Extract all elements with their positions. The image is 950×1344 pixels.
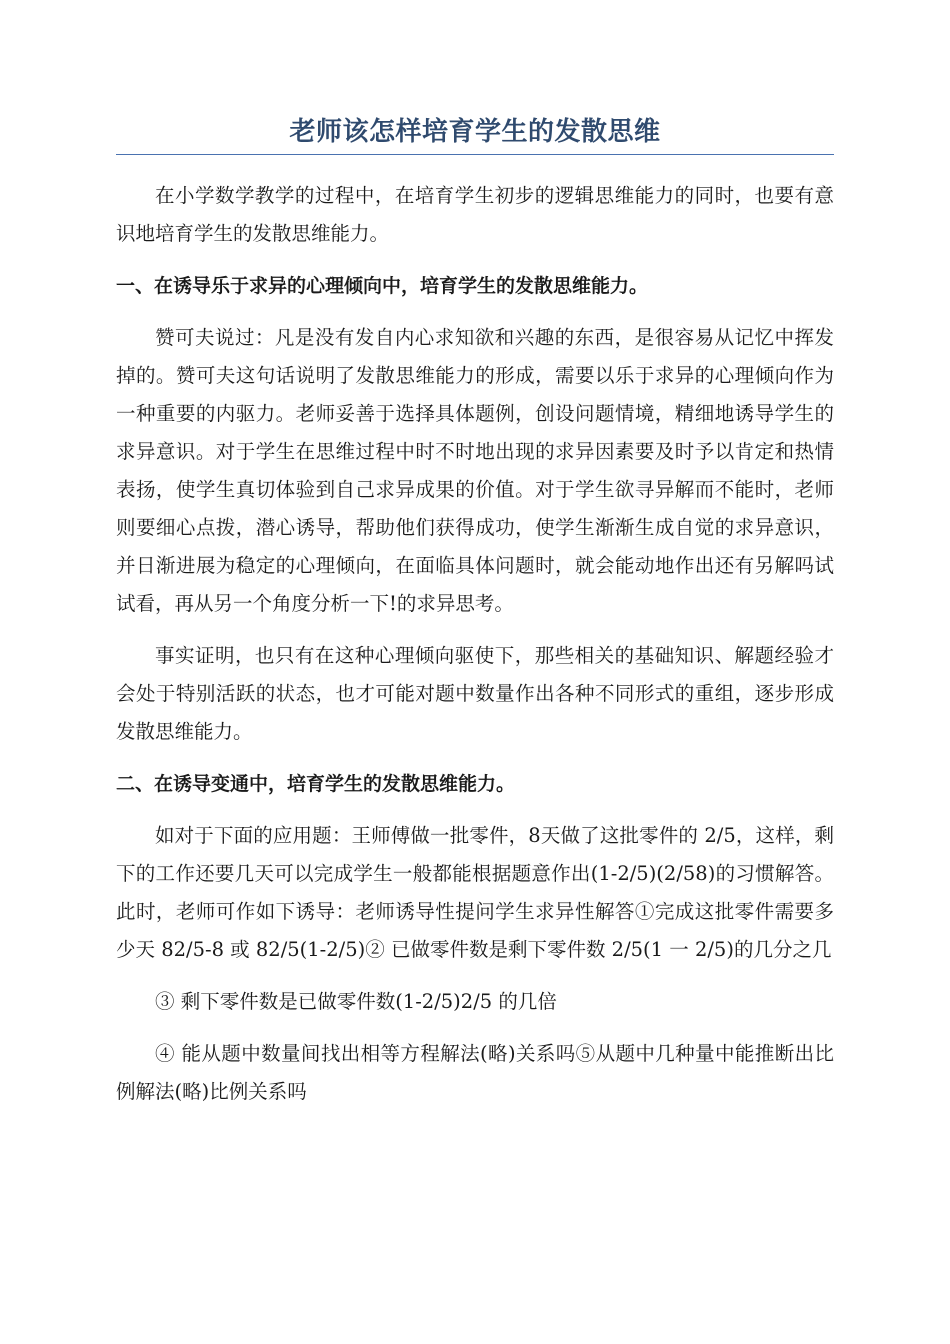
section-2-paragraph-3: ④ 能从题中数量间找出相等方程解法(略)关系吗⑤从题中几种量中能推断出比例解法(略)比例关系吗 — [116, 1042, 834, 1103]
document-page — [116, 112, 834, 1125]
section-2-paragraph-2: ③ 剩下零件数是已做零件数(1-2/5)2/5 的几倍 — [155, 990, 557, 1013]
title-underline — [116, 154, 834, 155]
section-2-heading: 二、在诱导变通中，培育学生的发散思维能力。 — [116, 773, 516, 795]
section-1-heading: 一、在诱导乐于求异的心理倾向中，培育学生的发散思维能力。 — [116, 275, 649, 297]
intro-paragraph: 在小学数学教学的过程中，在培育学生初步的逻辑思维能力的同时，也要有意识地培育学生的发散思维能力。 — [116, 184, 834, 245]
section-2-paragraph-1: 如对于下面的应用题：王师傅做一批零件，8天做了这批零件的 2/5，这样，剩下的工作还要几天可以完成学生一般都能根据题意作出(1-2/5)(2/58)的习惯解答。此时，老师可作如下诱导：老师诱导性提问学生求异性解答①完成这批零件需要多少天 82/5-8 或 82/5(1-2/5)② 已做零件数是剩下零件数 2/5(1 一 2/5)的几分之几 — [116, 824, 834, 961]
page-title: 老师该怎样培育学生的发散思维 — [289, 117, 661, 147]
section-1-paragraph-1: 赞可夫说过：凡是没有发自内心求知欲和兴趣的东西，是很容易从记忆中挥发掉的。赞可夫这句话说明了发散思维能力的形成，需要以乐于求异的心理倾向作为一种重要的内驱力。老师妥善于选择具体题例，创设问题情境，精细地诱导学生的求异意识。对于学生在思维过程中时不时地出现的求异因素要及时予以肯定和热情表扬，使学生真切体验到自己求异成果的价值。对于学生欲寻异解而不能时，老师则要细心点拨，潜心诱导，帮助他们获得成功，使学生渐渐生成自觉的求异意识，并日渐进展为稳定的心理倾向，在面临具体问题时，就会能动地作出还有另解吗试试看，再从另一个角度分析一下!的求异思考。 — [116, 326, 834, 615]
section-1-paragraph-2: 事实证明，也只有在这种心理倾向驱使下，那些相关的基础知识、解题经验才会处于特别活跃的状态，也才可能对题中数量作出各种不同形式的重组，逐步形成发散思维能力。 — [116, 644, 834, 743]
